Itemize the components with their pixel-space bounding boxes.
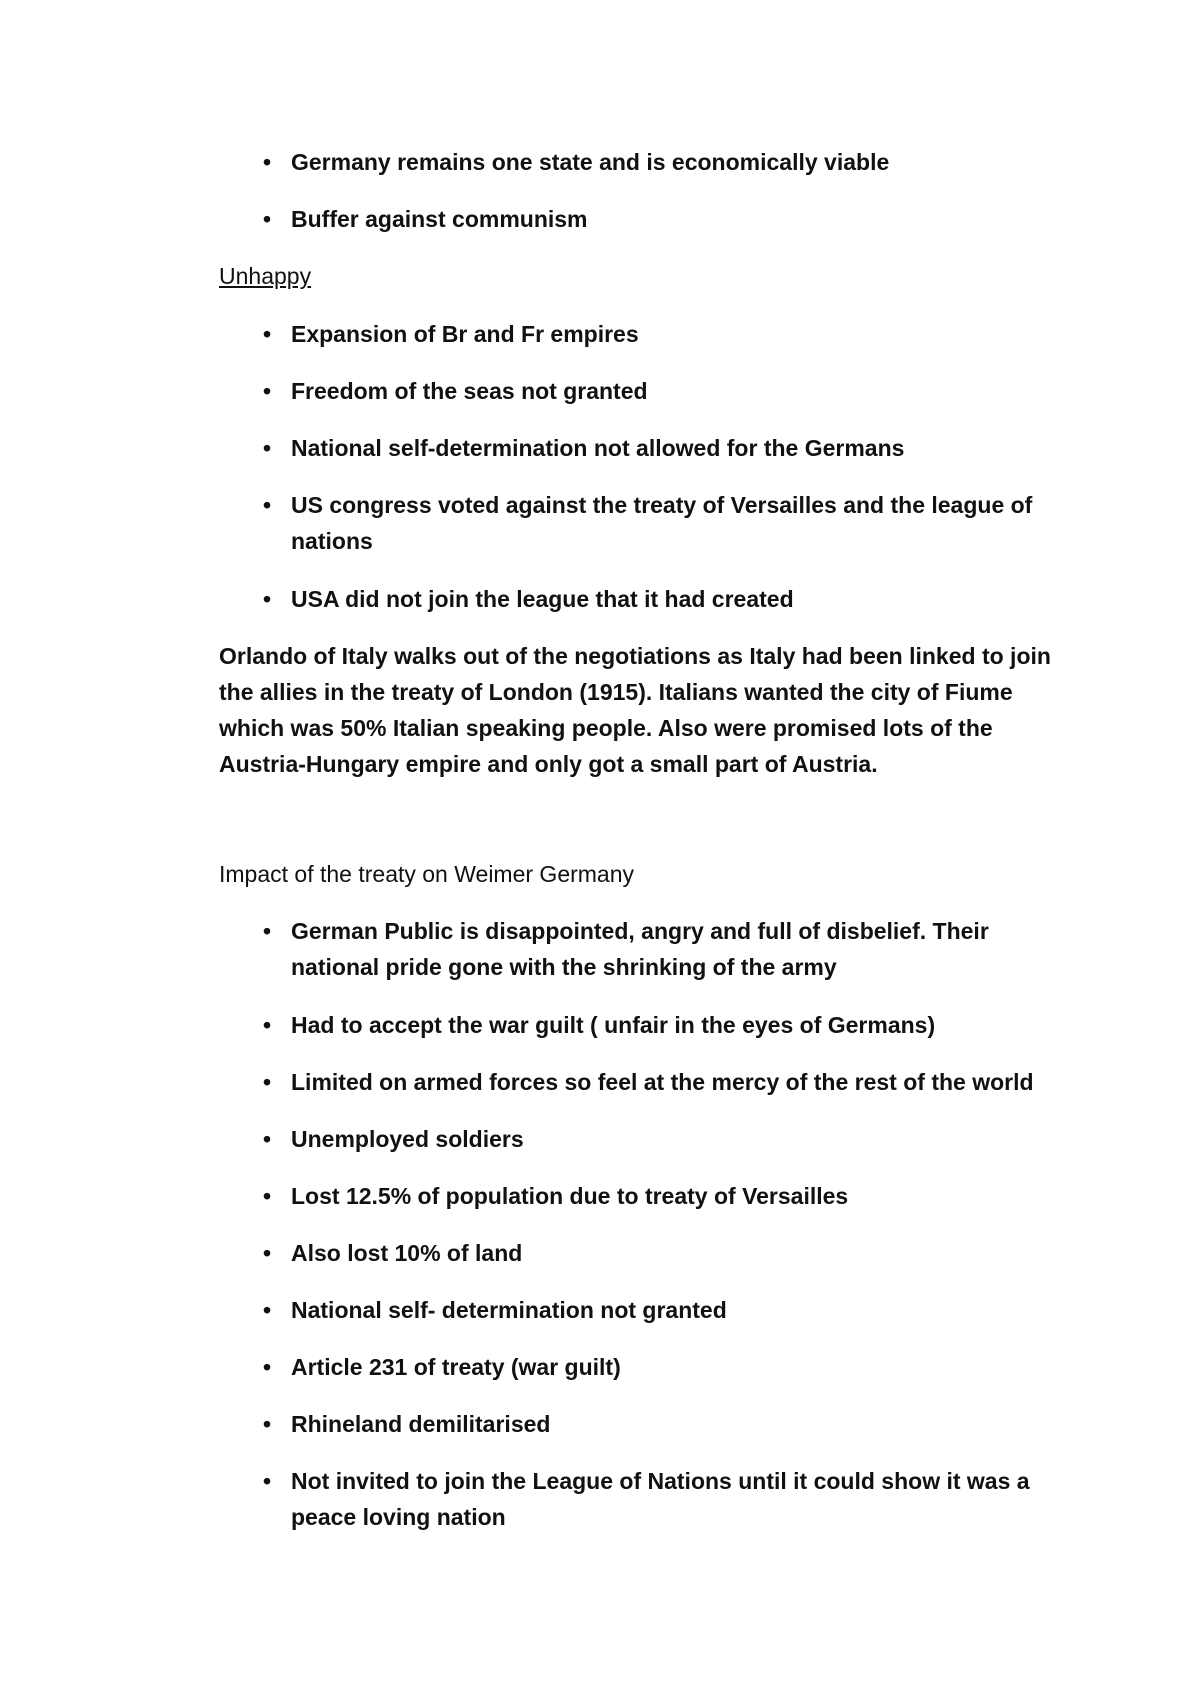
bullet-icon: • [262, 206, 272, 232]
bullet-icon: • [262, 321, 272, 347]
bullet-icon: • [262, 918, 272, 944]
list-item-text: Article 231 of treaty (war guilt) [291, 1354, 621, 1380]
list-item-text: Limited on armed forces so feel at the mercy of the rest of the world [291, 1069, 1034, 1095]
section-heading-unhappy: Unhappy [219, 263, 312, 289]
bullet-icon: • [262, 1411, 272, 1437]
section-heading-impact: Impact of the treaty on Weimer Germany [219, 861, 635, 887]
bullet-icon: • [262, 1183, 272, 1209]
list-item-text: National self- determination not granted [291, 1297, 727, 1323]
bullet-icon: • [262, 1468, 272, 1494]
bullet-icon: • [262, 378, 272, 404]
bullet-icon: • [262, 149, 272, 175]
list-item-text: German Public is disappointed, angry and full of disbelief. Their national pride gone with the shrinking of the army [291, 918, 989, 980]
bullet-icon: • [262, 1354, 272, 1380]
bullet-icon: • [262, 1126, 272, 1152]
list-item-text: Lost 12.5% of population due to treaty of Versailles [291, 1183, 849, 1209]
list-item-text: National self-determination not allowed for the Germans [291, 435, 905, 461]
orlando-paragraph: Orlando of Italy walks out of the negotiations as Italy had been linked to join the allies in the treaty of London (1915). Italians wanted the city of Fiume which was 50% Italian speaking people. Also were promised lots of the Austria-Hungary empire and only got a small part of Austria. [219, 643, 1051, 777]
list-item-text: Rhineland demilitarised [291, 1411, 551, 1437]
list-item-text: Also lost 10% of land [291, 1240, 523, 1266]
list-item-text: USA did not join the league that it had created [291, 586, 794, 612]
list-item-text: Expansion of Br and Fr empires [291, 321, 639, 347]
list-item-text: Not invited to join the League of Nations until it could show it was a peace loving nation [291, 1468, 1030, 1530]
list-item-text: Had to accept the war guilt ( unfair in the eyes of Germans) [291, 1012, 936, 1038]
list-item-text: Unemployed soldiers [291, 1126, 524, 1152]
list-item-text: US congress voted against the treaty of Versailles and the league of nations [291, 492, 1033, 554]
list-item-text: Buffer against communism [291, 206, 588, 232]
bullet-icon: • [262, 492, 272, 518]
bullet-icon: • [262, 435, 272, 461]
bullet-icon: • [262, 1012, 272, 1038]
bullet-icon: • [262, 1069, 272, 1095]
bullet-icon: • [262, 1297, 272, 1323]
bullet-icon: • [262, 586, 272, 612]
list-item-text: Germany remains one state and is economically viable [291, 149, 890, 175]
bullet-icon: • [262, 1240, 272, 1266]
list-item-text: Freedom of the seas not granted [291, 378, 648, 404]
